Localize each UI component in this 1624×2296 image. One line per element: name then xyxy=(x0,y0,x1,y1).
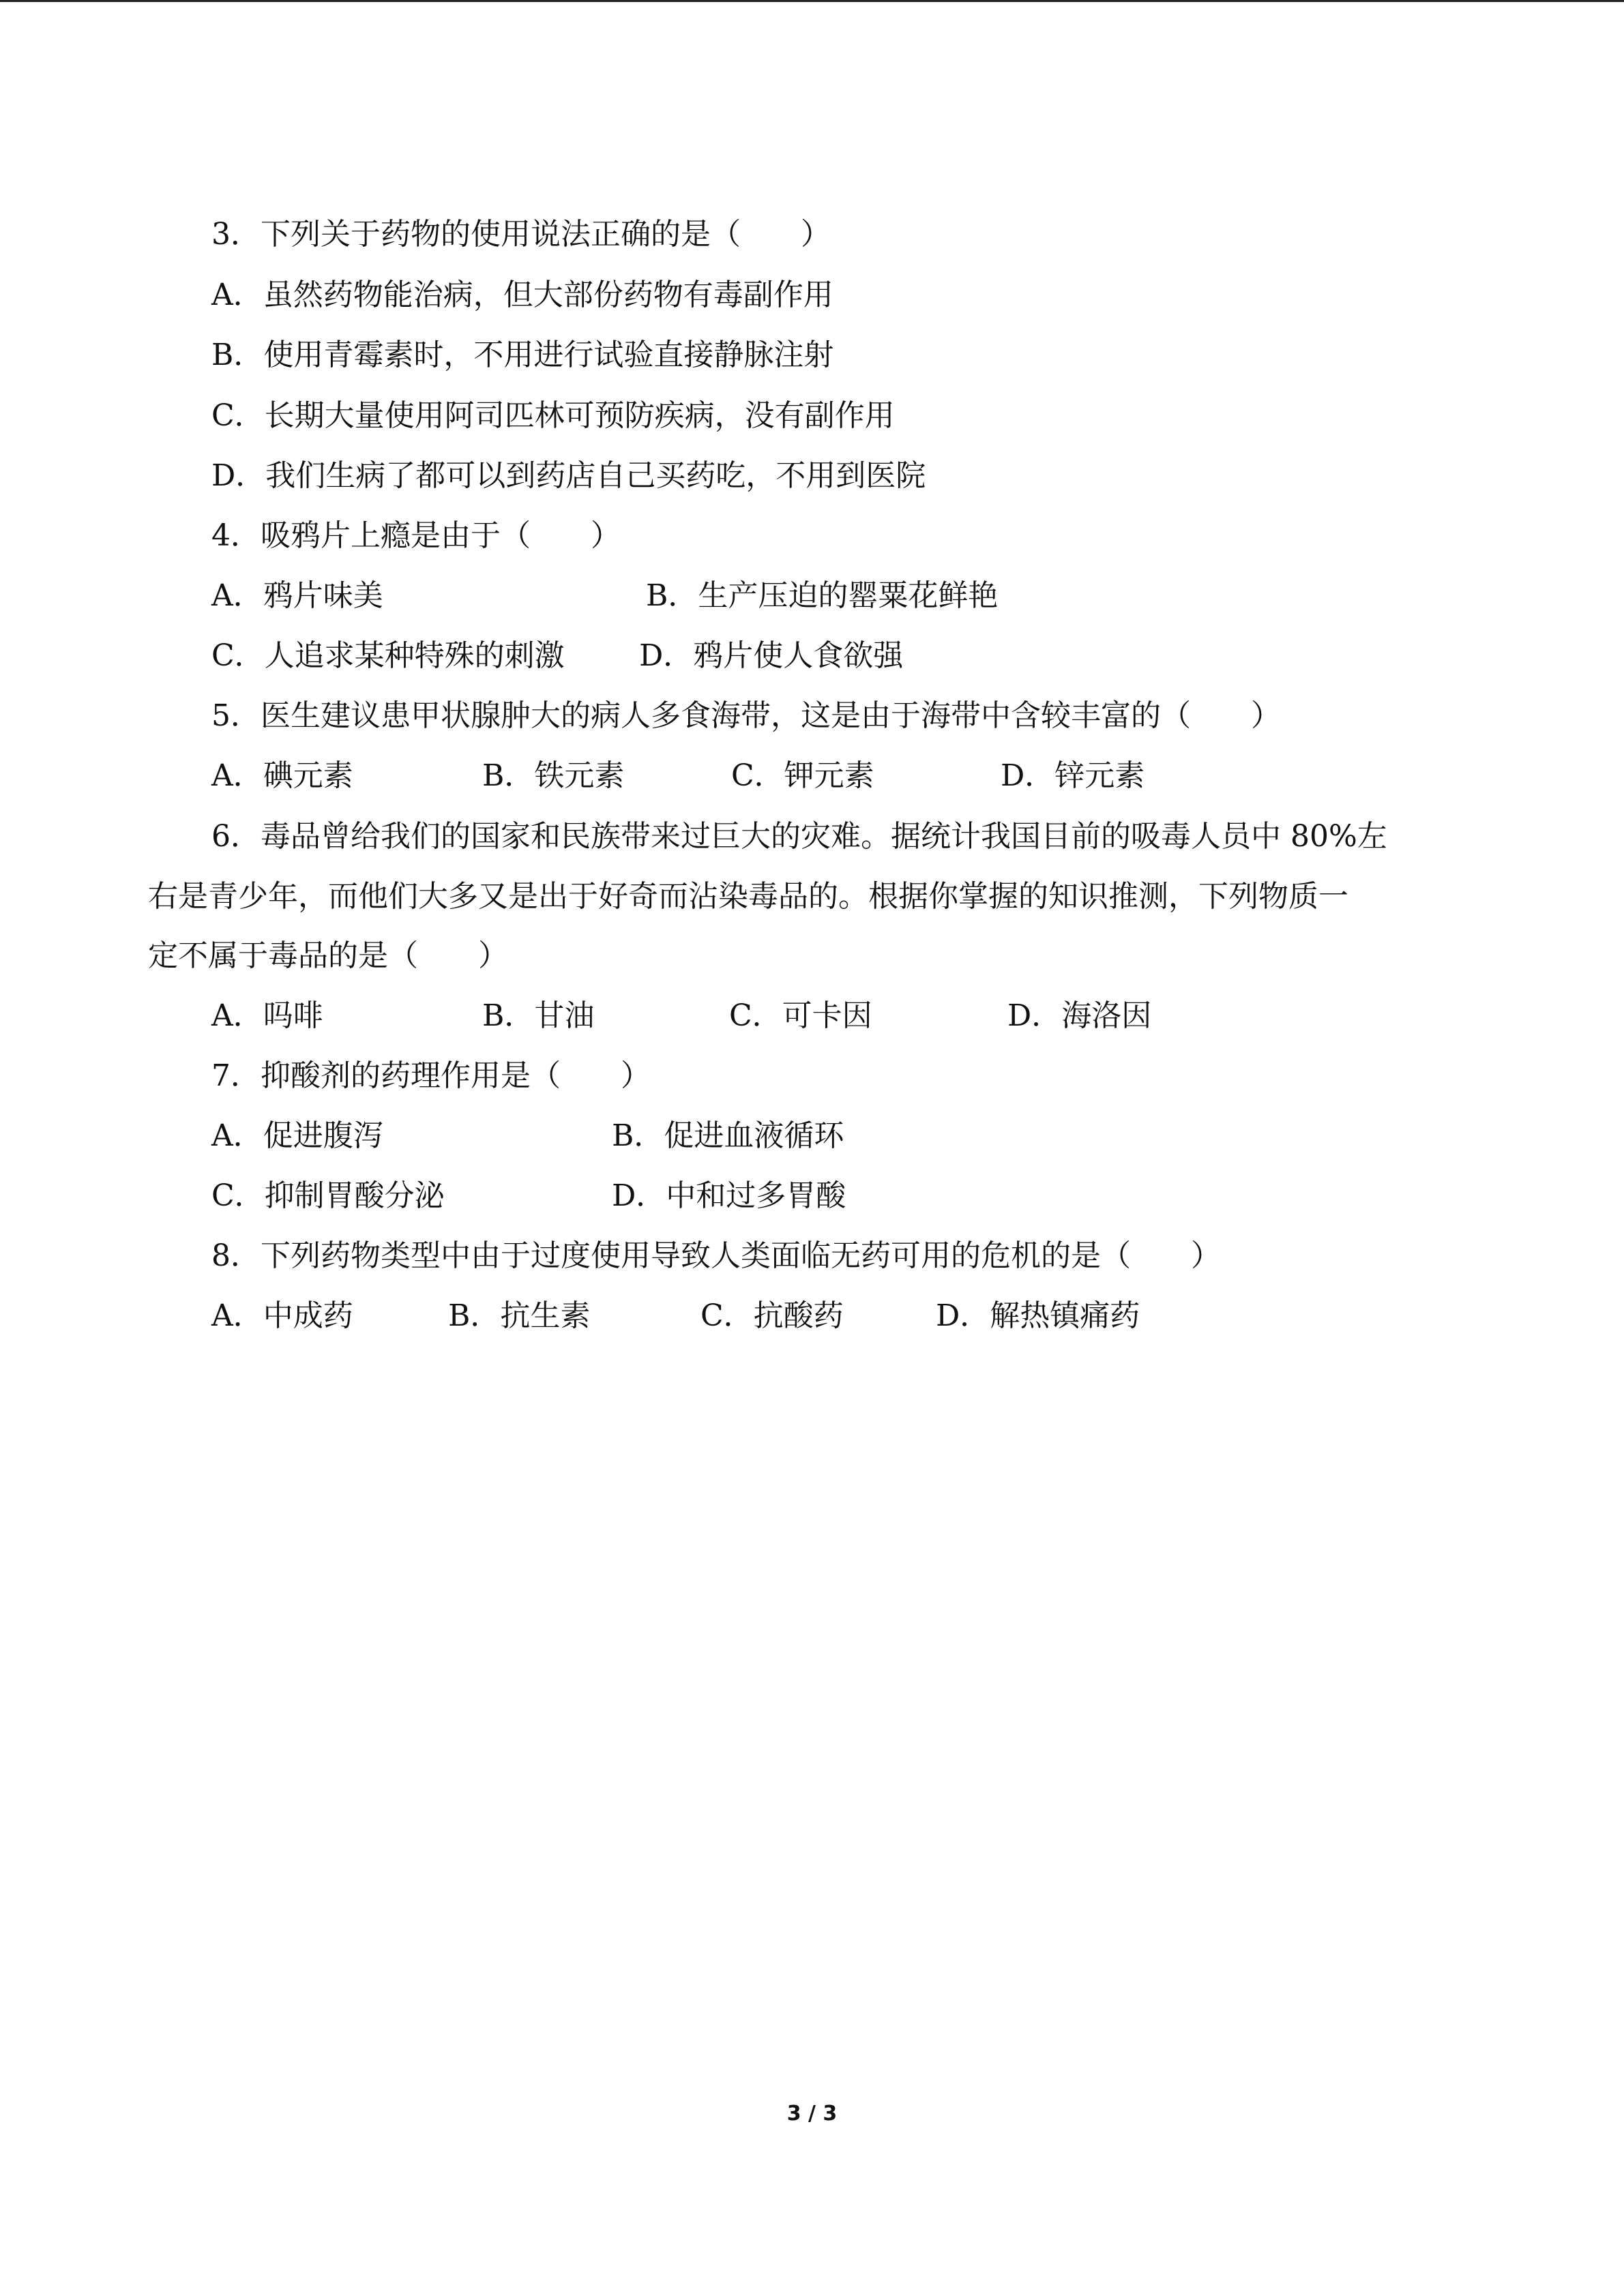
question-4-option-a: A．鸦片味美 xyxy=(211,578,383,613)
page-number: 3 / 3 xyxy=(786,2102,838,2126)
question-8-option-d: D．解热镇痛药 xyxy=(936,1298,1140,1333)
question-7-option-b: B．促进血液循环 xyxy=(612,1118,844,1153)
question-3-option-d: D．我们生病了都可以到药店自己买药吃，不用到医院 xyxy=(211,458,926,493)
question-7-option-c: C．抑制胃酸分泌 xyxy=(211,1178,445,1213)
question-3-option-a: A．虽然药物能治病，但大部份药物有毒副作用 xyxy=(211,278,833,312)
question-8-option-b: B．抗生素 xyxy=(448,1298,591,1333)
question-5-option-d: D．锌元素 xyxy=(1001,758,1145,793)
question-3-option-c: C．长期大量使用阿司匹林可预防疾病，没有副作用 xyxy=(211,398,895,433)
page-top-border xyxy=(0,0,1624,2)
question-6-option-b: B．甘油 xyxy=(482,998,595,1033)
question-5-option-c: C．钾元素 xyxy=(731,758,874,793)
question-3-option-b: B．使用青霉素时，不用进行试验直接静脉注射 xyxy=(211,338,834,372)
question-5-option-b: B．铁元素 xyxy=(482,758,625,793)
question-4-option-d: D．鸦片使人食欲强 xyxy=(639,638,904,673)
question-6-option-a: A．吗啡 xyxy=(211,998,323,1033)
question-8-option-a: A．中成药 xyxy=(211,1298,353,1333)
question-4-option-c: C．人追求某种特殊的刺激 xyxy=(211,638,565,673)
question-6-option-c: C．可卡因 xyxy=(729,998,872,1033)
question-6-option-d: D．海洛因 xyxy=(1007,998,1152,1033)
question-7-option-d: D．中和过多胃酸 xyxy=(612,1178,846,1213)
question-4-stem: 4．吸鸦片上瘾是由于（ ） xyxy=(211,518,621,553)
question-8-stem: 8．下列药物类型中由于过度使用导致人类面临无药可用的危机的是（ ） xyxy=(211,1238,1221,1273)
question-6-stem-line-2: 右是青少年，而他们大多又是出于好奇而沾染毒品的。根据你掌握的知识推测，下列物质一 xyxy=(148,879,1348,914)
question-8-option-c: C．抗酸药 xyxy=(700,1298,844,1333)
question-7-option-a: A．促进腹泻 xyxy=(211,1118,383,1153)
question-6-stem-line-1: 6．毒品曾给我们的国家和民族带来过巨大的灾难。据统计我国目前的吸毒人员中 80%左 xyxy=(211,819,1387,854)
question-5-option-a: A．碘元素 xyxy=(211,758,353,793)
question-4-option-b: B．生产压迫的罂粟花鲜艳 xyxy=(646,578,999,613)
question-3-stem: 3．下列关于药物的使用说法正确的是（ ） xyxy=(211,217,831,252)
question-6-stem-line-3: 定不属于毒品的是（ ） xyxy=(148,938,508,973)
question-5-stem: 5．医生建议患甲状腺肿大的病人多食海带，这是由于海带中含较丰富的（ ） xyxy=(211,698,1281,733)
question-7-stem: 7．抑酸剂的药理作用是（ ） xyxy=(211,1058,651,1093)
